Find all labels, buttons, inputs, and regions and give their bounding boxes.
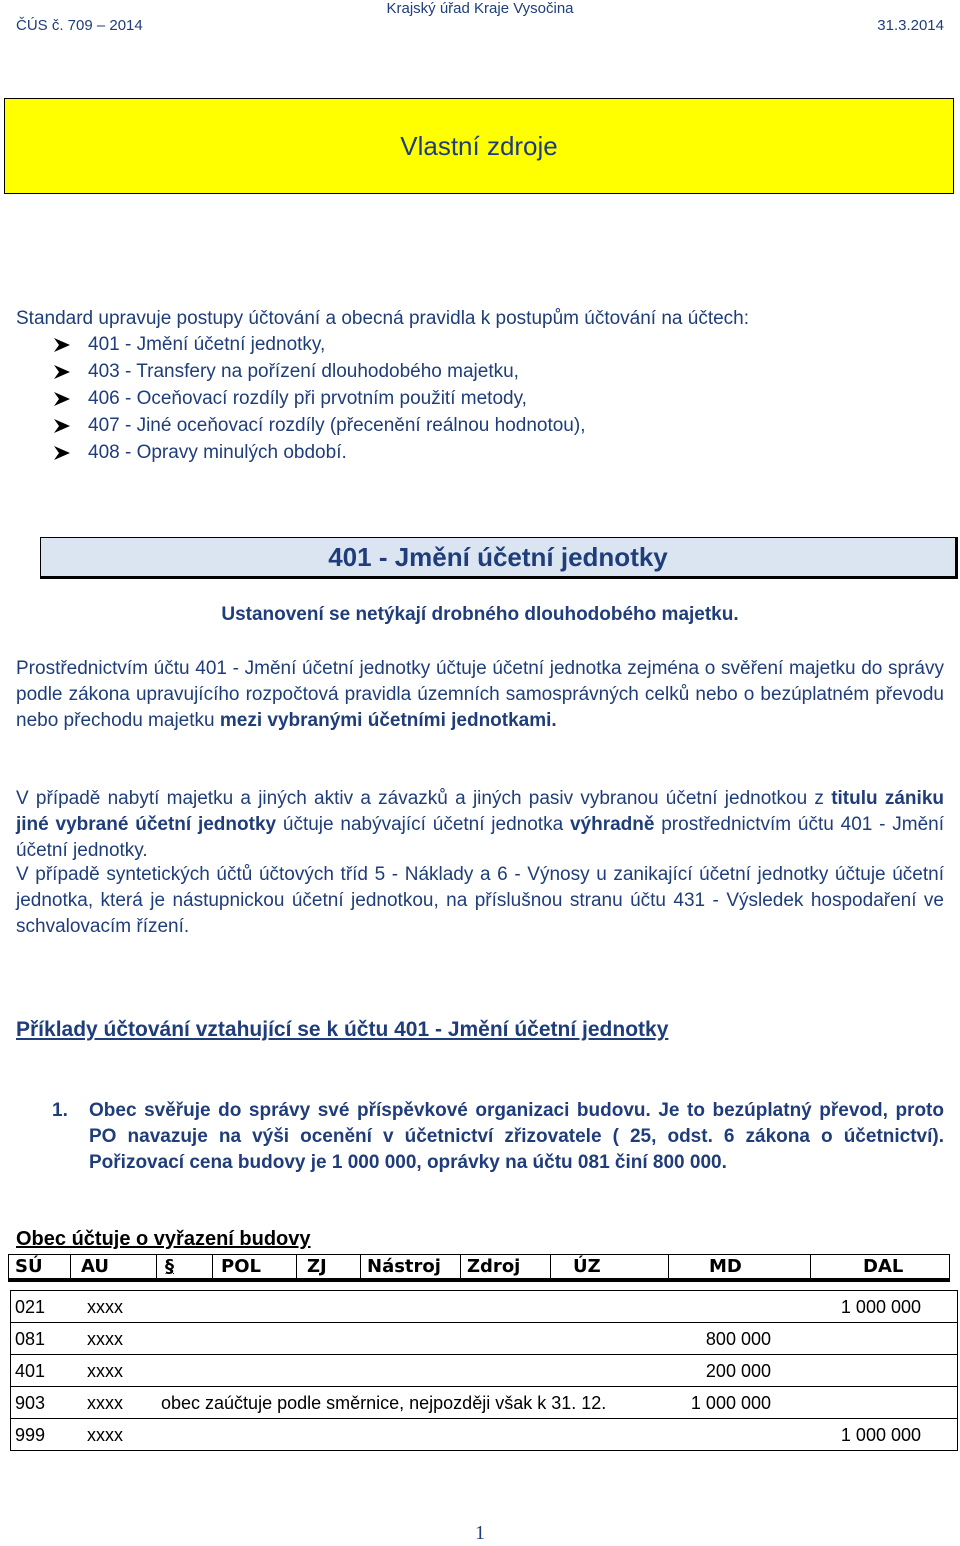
arrow-bullet-icon bbox=[54, 365, 88, 379]
table-row: 021 xxxx 1 000 000 bbox=[10, 1290, 958, 1323]
table-row: 401 xxxx 200 000 bbox=[10, 1355, 958, 1387]
obec-heading: Obec účtuje o vyřazení budovy bbox=[16, 1228, 311, 1250]
arrow-bullet-icon bbox=[54, 392, 88, 406]
list-item: 407 - Jiné oceňovací rozdíly (přecenění reálnou hodnotou), bbox=[54, 412, 585, 439]
arrow-bullet-icon bbox=[54, 419, 88, 433]
header-su: SÚ bbox=[9, 1255, 71, 1278]
page-header bbox=[0, 0, 960, 40]
list-item: 401 - Jmění účetní jednotky, bbox=[54, 331, 585, 358]
title-box bbox=[4, 98, 954, 194]
table-row: 081 xxxx 800 000 bbox=[10, 1323, 958, 1355]
document-id: ČÚS č. 709 – 2014 bbox=[16, 17, 143, 34]
header-paragraph bbox=[157, 1255, 213, 1278]
section-title: 401 - Jmění účetní jednotky bbox=[328, 541, 668, 572]
document-date: 31.3.2014 bbox=[877, 17, 944, 34]
table-row: 903 xxxx obec zaúčtuje podle směrnice, nejpozději však k 31. 12. 1 000 000 bbox=[10, 1387, 958, 1419]
paragraph-3: V případě syntetických účtů účtových tříd 5 - Náklady a 6 - Výnosy u zanikající účetní jednotky účtuje účetní jednotka, která je nástupnickou účetní jednotkou, na příslušnou stranu účtu 431 - Výsledek hospodaření ve schvalovacím řízení. bbox=[16, 864, 944, 937]
header-nastroj: Nástroj bbox=[361, 1255, 461, 1278]
header-zdroj: Zdroj bbox=[461, 1255, 551, 1278]
header-au: AU bbox=[71, 1255, 157, 1278]
table-body bbox=[10, 1290, 958, 1451]
examples-heading: Příklady účtování vztahující se k účtu 401 - Jmění účetní jednotky bbox=[16, 1018, 669, 1041]
page-title: Vlastní zdroje bbox=[400, 130, 558, 161]
example-number: 1. bbox=[52, 1100, 68, 1121]
header-dal: DAL bbox=[863, 1256, 904, 1277]
paragraph-1: Prostřednictvím účtu 401 - Jmění účetní jednotky účtuje účetní jednotka zejména o svěření majetku do správy podle zákona upravujícího rozpočtová pravidla územních samosprávných celků nebo o bezúplatném převodu nebo přechodu majetku mezi vybranými účetními jednotkami. bbox=[16, 658, 944, 731]
table-row: 999 xxxx 1 000 000 bbox=[10, 1419, 958, 1451]
section-subtitle: Ustanovení se netýkají drobného dlouhodobého majetku. bbox=[221, 604, 739, 625]
example-item-1 bbox=[52, 1098, 944, 1176]
arrow-bullet-icon bbox=[54, 338, 88, 352]
header-zj: ZJ bbox=[297, 1255, 361, 1278]
account-list bbox=[54, 331, 585, 466]
table-header bbox=[8, 1254, 950, 1282]
page-number: 1 bbox=[475, 1522, 485, 1544]
intro-text: Standard upravuje postupy účtování a obecná pravidla k postupům účtování na účtech: bbox=[16, 308, 750, 329]
arrow-bullet-icon bbox=[54, 446, 88, 460]
header-md: MD bbox=[669, 1255, 811, 1278]
paragraph-sign-icon: § bbox=[165, 1256, 174, 1277]
paragraph-2: V případě nabytí majetku a jiných aktiv a závazků a jiných pasiv vybranou účetní jednotkou z titulu zániku jiné vybrané účetní jednotky účtuje nabývající účetní jednotka výhradně prostřednictvím účtu 401 - Jmění účetní jednotky. bbox=[16, 788, 944, 861]
list-item: 403 - Transfery na pořízení dlouhodobého majetku, bbox=[54, 358, 585, 385]
header-uz: ÚZ bbox=[551, 1255, 669, 1278]
list-item: 406 - Oceňovací rozdíly při prvotním použití metody, bbox=[54, 385, 585, 412]
authority-name: Krajský úřad Kraje Vysočina bbox=[386, 0, 574, 17]
list-item: 408 - Opravy minulých období. bbox=[54, 439, 585, 466]
section-title-box bbox=[40, 537, 958, 579]
example-text: Obec svěřuje do správy své příspěvkové organizaci budovu. Je to bezúplatný převod, proto PO navazuje na výši ocenění v účetnictví zřizovatele ( 25, odst. 6 zákona o účetnictví). Pořizovací cena budovy je 1 000 000, oprávky na účtu 081 činí 800 000. bbox=[89, 1100, 944, 1173]
header-pol: POL bbox=[213, 1255, 297, 1278]
